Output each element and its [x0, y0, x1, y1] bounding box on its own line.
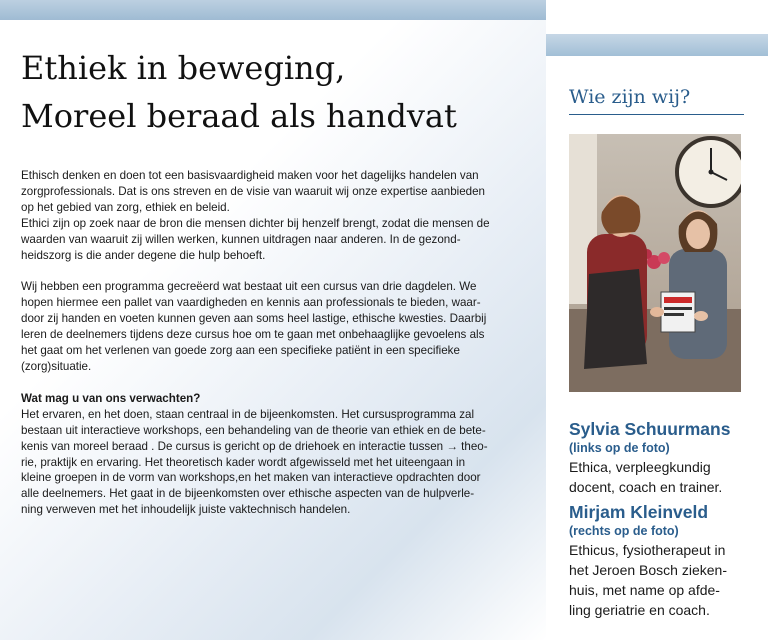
paragraph-line: rie, praktijk en ervaring. Het theoretisch kader wordt afgewisseld met het uiteengaan in: [21, 455, 466, 469]
paragraph-line: hopen hiermee een pallet van vaardigheden en kennis aan professionals te bieden, waar-: [21, 296, 481, 310]
paragraph-line: heidszorg is die ander degene die hulp behoeft.: [21, 248, 266, 262]
description-line: huis, met name op afde-: [569, 582, 720, 598]
description-line: docent, coach en trainer.: [569, 479, 723, 495]
title-line-1: Ethiek in beweging,: [21, 49, 346, 87]
paragraph-line: kenis van moreel beraad . De cursus is gericht op de driehoek en interactie tussen → theo-: [21, 439, 488, 453]
paragraph-line: waarden van waaruit zij willen werken, kunnen uitdragen naar anderen. In de gezond-: [21, 232, 461, 246]
people-list: [569, 418, 759, 620]
person-description: [569, 457, 759, 497]
paragraph-line: ning verweven met het inhoudelijk juiste vaktechnisch handelen.: [21, 503, 351, 517]
paragraph-gap: [21, 263, 529, 279]
paragraph-line: Het ervaren, en het doen, staan centraal in de bijeenkomsten. Het cursusprogramma zal: [21, 407, 475, 421]
description-line: Ethicus, fysiotherapeut in: [569, 542, 726, 558]
person-photo-position: (rechts op de foto): [569, 524, 679, 538]
sidebar-decorative-bar: [546, 34, 768, 56]
paragraph-line: zorgprofessionals. Dat is ons streven en de visie van waaruit wij onze expertise aanbieden: [21, 184, 486, 198]
paragraph-line: het gaat om het verlenen van goede zorg aan een specifieke patiënt in een specifieke: [21, 344, 460, 358]
person-photo-position: (links op de foto): [569, 441, 670, 455]
article-title: [21, 44, 531, 140]
top-decorative-bar: [0, 0, 546, 20]
paragraph-line: Ethici zijn op zoek naar de bron die mensen dichter bij henzelf brengt, zodat die mensen de: [21, 216, 490, 230]
article-body: [21, 168, 529, 518]
description-line: het Jeroen Bosch zieken-: [569, 562, 727, 578]
person-description: [569, 540, 759, 620]
sidebar-heading: Wie zijn wij?: [569, 84, 744, 115]
paragraph-line: leren de deelnemers tijdens deze cursus hoe om te gaan met onbehaaglijke gevoelens als: [21, 328, 485, 342]
paragraph-line: door zij handen en voeten kunnen geven aan soms heel lastige, ethische kwesties. Daarbij: [21, 312, 487, 326]
person-name: Mirjam Kleinveld: [569, 502, 709, 522]
description-line: ling geriatrie en coach.: [569, 602, 710, 618]
title-line-2: Moreel beraad als handvat: [21, 97, 457, 135]
section-subheading: Wat mag u van ons verwachten?: [21, 391, 201, 405]
paragraph-line: (zorg)situatie.: [21, 359, 92, 373]
paragraph-gap: [21, 375, 529, 391]
paragraph-line: alle deelnemers. Het gaat in de bijeenkomsten over ethische aspecten van de hulpverle-: [21, 487, 475, 501]
team-photo: [569, 134, 741, 392]
paragraph-line: Ethisch denken en doen tot een basisvaardigheid maken voor het dagelijks handelen van: [21, 169, 479, 182]
person-name: Sylvia Schuurmans: [569, 419, 731, 439]
person-card: [569, 418, 759, 497]
paragraph-line: Wij hebben een programma gecreëerd wat bestaat uit een cursus van drie dagdelen. We: [21, 280, 477, 294]
person-card: [569, 501, 759, 620]
description-line: Ethica, verpleegkundig: [569, 459, 711, 475]
paragraph-line: op het gebied van zorg, ethiek en beleid.: [21, 200, 230, 214]
paragraph-line: kleine groepen in de vorm van workshops,en het maken van interactieve opdrachten door: [21, 471, 481, 485]
paragraph-line: bestaan uit interactieve workshops, een behandeling van de theorie van ethiek en de bete-: [21, 423, 486, 437]
photo-two-women-icon: [569, 134, 741, 392]
